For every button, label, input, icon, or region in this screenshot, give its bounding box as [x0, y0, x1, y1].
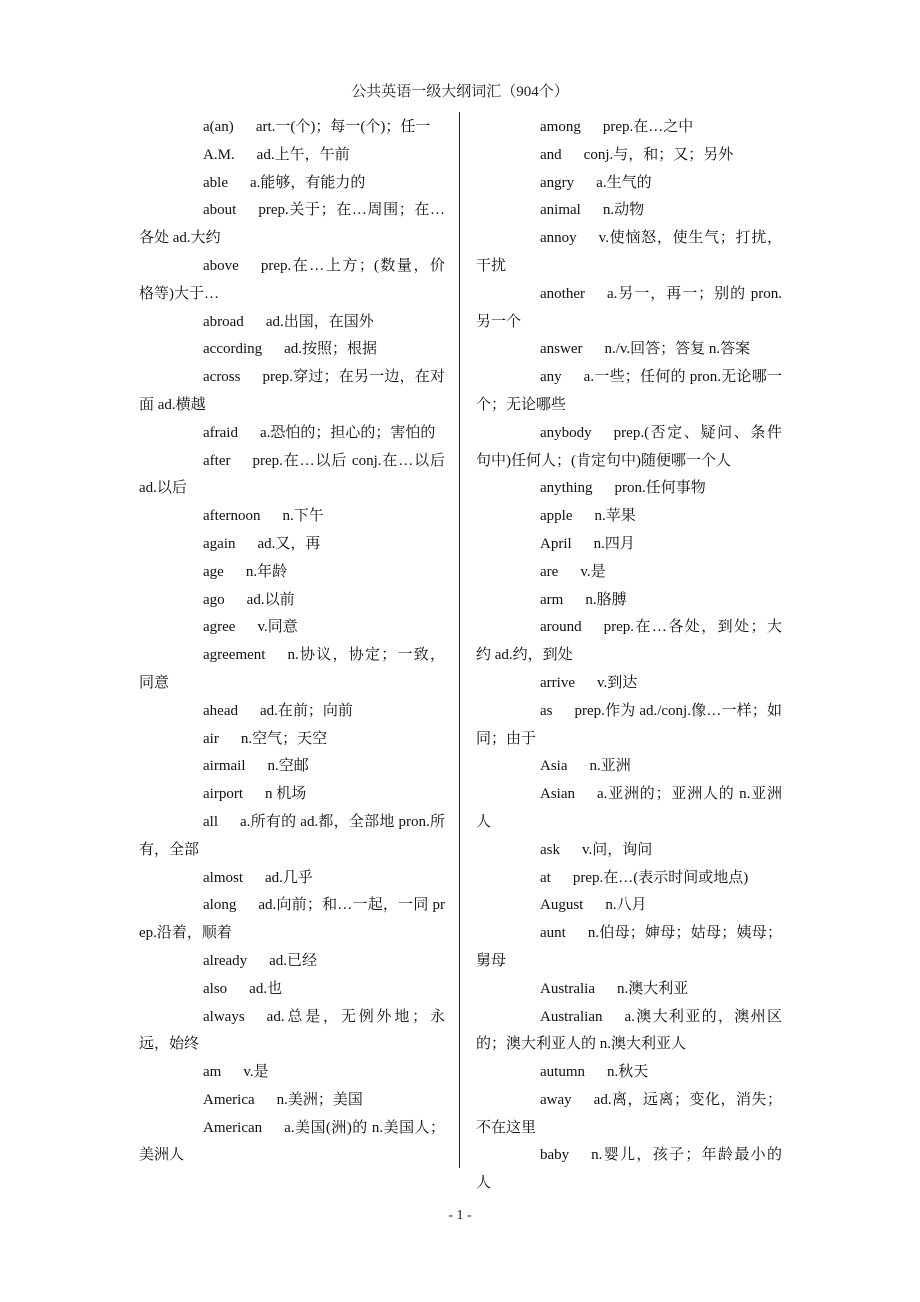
vocab-definition: ad.出国，在国外	[265, 313, 374, 330]
vocab-definition: a.所有的 ad.都，全部地 pron.所有，全部	[139, 813, 445, 858]
vocab-entry	[139, 587, 445, 615]
vocab-word: airport	[203, 786, 243, 803]
vocab-entry	[476, 364, 782, 420]
vocab-definition: ad.离，远离；变化，消失；不在这里	[476, 1091, 782, 1136]
vocab-definition: ad.总是，无例外地；永远，始终	[139, 1008, 445, 1053]
vocab-entry	[139, 309, 445, 337]
vocab-word: baby	[540, 1147, 570, 1164]
vocab-definition: n.澳大利亚	[616, 980, 689, 997]
vocab-definition: v.同意	[257, 619, 298, 636]
vocab-entry	[139, 809, 445, 865]
vocab-entry	[476, 503, 782, 531]
vocab-definition: n.婴儿，孩子；年龄最小的人	[476, 1147, 782, 1192]
vocab-entry	[139, 503, 445, 531]
vocab-definition: prep.在…上方；(数量，价格等)大于…	[139, 257, 445, 302]
vocab-definition: a.亚洲的；亚洲人的 n.亚洲人	[476, 786, 782, 830]
vocab-word: American	[203, 1119, 263, 1136]
vocab-definition: ad.在前；向前	[259, 702, 353, 719]
vocab-entry	[139, 1087, 445, 1115]
vocab-definition: ad.向前；和…一起，一同 prep.沿着，顺着	[139, 897, 445, 942]
vocab-definition: n.胳膊	[585, 591, 627, 608]
vocab-definition: v.到达	[596, 674, 638, 691]
vocab-definition: n.亚洲	[589, 758, 631, 775]
vocab-word: Asia	[540, 758, 568, 775]
vocab-word: afternoon	[203, 508, 261, 525]
vocab-definition: n.年龄	[245, 563, 288, 580]
vocab-entry	[476, 336, 782, 364]
vocab-word: among	[540, 119, 581, 135]
vocab-entry	[139, 170, 445, 198]
vocab-word: ahead	[203, 702, 238, 719]
vocab-entry	[476, 698, 782, 754]
vocab-word: according	[203, 341, 263, 358]
vocab-entry	[139, 753, 445, 781]
vocab-entry	[139, 781, 445, 809]
vocab-word: answer	[540, 341, 583, 358]
vocab-entry	[476, 670, 782, 698]
vocab-word: always	[203, 1008, 245, 1025]
vocab-word: all	[203, 813, 218, 830]
vocab-entry	[476, 170, 782, 198]
vocab-definition: ad.按照；根据	[284, 341, 378, 358]
vocab-word: able	[203, 174, 228, 191]
column-divider	[459, 112, 460, 1168]
vocab-entry	[139, 197, 445, 253]
vocab-definition: conj.与，和；又；另外	[583, 146, 734, 163]
vocab-word: agree	[203, 619, 236, 636]
vocab-entry	[139, 142, 445, 170]
vocab-definition: v.使恼怒，使生气；打扰，干扰	[476, 230, 782, 274]
vocab-definition: ad.已经	[269, 952, 318, 969]
vocab-word: arm	[540, 591, 564, 608]
vocab-entry	[476, 920, 782, 976]
vocab-entry	[476, 892, 782, 920]
vocab-entry	[476, 753, 782, 781]
vocab-word: away	[540, 1091, 572, 1108]
vocab-word: afraid	[203, 424, 238, 441]
vocab-definition: n./v.回答；答复 n.答案	[604, 341, 751, 358]
vocab-word: as	[540, 702, 553, 719]
vocab-definition: n.动物	[602, 202, 645, 219]
vocab-definition: a.一些；任何的 pron.无论哪一个；无论哪些	[476, 369, 782, 413]
vocab-entry	[139, 976, 445, 1004]
vocab-entry	[139, 559, 445, 587]
vocab-word: am	[203, 1064, 222, 1081]
vocab-definition: prep.作为 ad./conj.像…一样；如同；由于	[476, 702, 782, 747]
vocab-entry	[476, 531, 782, 559]
vocab-entry	[476, 281, 782, 337]
vocab-definition: prep.(否定、疑问、条件句中)任何人；(肯定句中)随便哪一个人	[476, 424, 782, 469]
right-column	[476, 114, 782, 1198]
vocab-entry	[139, 1115, 445, 1171]
vocab-word: already	[203, 952, 248, 969]
vocab-word: A.M.	[203, 146, 235, 163]
vocab-word: along	[203, 897, 237, 914]
vocab-word: ago	[203, 591, 225, 608]
vocab-word: around	[540, 619, 582, 636]
vocab-definition: n.协议，协定；一致，同意	[139, 647, 445, 691]
vocab-word: after	[203, 452, 231, 469]
vocab-definition: prep.在…以后 conj.在…以后 ad.以后	[139, 452, 445, 497]
vocab-word: a(an)	[203, 119, 234, 135]
vocab-entry	[476, 475, 782, 503]
vocab-definition: ad.又，再	[257, 535, 321, 552]
vocab-word: almost	[203, 869, 243, 886]
vocab-word: age	[203, 563, 224, 580]
vocab-word: agreement	[203, 647, 266, 664]
vocab-definition: n 机场	[264, 786, 307, 803]
vocab-definition: n.下午	[282, 508, 324, 525]
vocab-entry	[139, 531, 445, 559]
vocab-entry	[139, 1059, 445, 1087]
vocab-entry	[476, 587, 782, 615]
vocab-entry	[139, 865, 445, 893]
vocab-definition: a.生气的	[596, 174, 652, 191]
vocab-definition: v.是	[580, 563, 606, 580]
vocab-entry	[139, 642, 445, 698]
vocab-word: America	[203, 1091, 255, 1108]
vocab-entry	[139, 698, 445, 726]
vocab-word: also	[203, 980, 228, 997]
vocab-definition: prep.在…各处，到处；大约 ad.约，到处	[476, 619, 782, 664]
vocab-entry	[476, 781, 782, 837]
vocab-definition: a.能够，有能力的	[249, 174, 366, 191]
vocab-definition: n.八月	[605, 897, 647, 914]
vocab-word: another	[540, 285, 585, 302]
vocab-entry	[139, 1004, 445, 1060]
vocab-word: Australian	[540, 1008, 603, 1025]
vocab-word: arrive	[540, 674, 575, 691]
vocab-definition: art.一(个)；每一(个)；任一	[255, 119, 431, 135]
vocab-definition: n.秋天	[607, 1064, 649, 1081]
vocab-definition: ad.几乎	[265, 869, 313, 886]
vocab-word: and	[540, 146, 562, 163]
vocab-word: autumn	[540, 1064, 585, 1081]
vocab-definition: n.伯母；婶母；姑母；姨母；舅母	[476, 925, 782, 969]
vocab-word: animal	[540, 202, 581, 219]
vocab-word: across	[203, 369, 241, 386]
vocab-entry	[139, 614, 445, 642]
vocab-definition: prep.在…之中	[602, 119, 694, 135]
vocab-entry	[476, 1004, 782, 1060]
vocab-word: abroad	[203, 313, 244, 330]
vocab-word: air	[203, 730, 219, 747]
vocab-entry	[476, 976, 782, 1004]
vocab-word: anything	[540, 480, 593, 497]
vocab-word: Asian	[540, 786, 575, 803]
vocab-entry	[476, 114, 782, 142]
vocab-word: annoy	[540, 230, 577, 247]
vocab-definition: ad.上午，午前	[256, 146, 350, 163]
vocab-word: ask	[540, 841, 560, 858]
vocab-entry	[476, 614, 782, 670]
vocab-word: are	[540, 563, 559, 580]
vocab-entry	[139, 420, 445, 448]
vocab-entry	[476, 865, 782, 893]
vocab-definition: pron.任何事物	[614, 480, 706, 497]
vocab-definition: v.是	[243, 1064, 269, 1081]
left-column	[139, 114, 445, 1170]
vocab-entry	[476, 1087, 782, 1143]
vocab-word: above	[203, 257, 239, 274]
vocab-entry	[139, 448, 445, 504]
vocab-entry	[139, 253, 445, 309]
vocab-definition: v.问，询问	[582, 841, 653, 858]
vocab-word: again	[203, 535, 236, 552]
vocab-entry	[476, 1142, 782, 1198]
vocab-word: April	[540, 535, 572, 552]
vocab-word: any	[540, 369, 562, 386]
vocab-word: anybody	[540, 424, 592, 441]
vocab-definition: a.恐怕的；担心的；害怕的	[259, 424, 436, 441]
vocab-definition: ad.以前	[246, 591, 295, 608]
vocab-definition: n.空邮	[267, 758, 309, 775]
vocab-entry	[139, 364, 445, 420]
vocab-entry	[476, 559, 782, 587]
vocab-entry	[139, 892, 445, 948]
vocab-word: Australia	[540, 980, 595, 997]
vocab-word: at	[540, 869, 551, 886]
vocab-definition: prep.关于；在…周围；在…各处 ad.大约	[139, 202, 445, 247]
page-title: 公共英语一级大纲词汇（904个）	[351, 84, 569, 100]
page-number: - 1 -	[448, 1208, 472, 1223]
vocab-entry	[476, 197, 782, 225]
vocab-definition: n.苹果	[594, 508, 636, 525]
vocab-word: airmail	[203, 758, 246, 775]
vocab-entry	[476, 225, 782, 281]
vocab-entry	[139, 948, 445, 976]
vocab-entry	[476, 142, 782, 170]
vocab-definition: n.四月	[593, 535, 635, 552]
vocab-entry	[476, 420, 782, 476]
vocab-definition: n.美洲；美国	[276, 1091, 363, 1108]
vocab-entry	[139, 336, 445, 364]
vocab-entry	[139, 114, 445, 142]
vocab-word: aunt	[540, 925, 566, 942]
vocab-word: about	[203, 202, 237, 219]
vocab-definition: a.澳大利亚的，澳州区的；澳大利亚人的 n.澳大利亚人	[476, 1008, 782, 1053]
vocab-definition: prep.在…(表示时间或地点)	[572, 869, 749, 886]
vocab-word: apple	[540, 508, 573, 525]
vocab-definition: a.美国(洲)的 n.美国人；美洲人	[139, 1119, 445, 1164]
vocab-definition: ad.也	[249, 980, 283, 997]
vocab-definition: a.另一，再一；别的 pron.另一个	[476, 285, 782, 330]
vocab-entry	[139, 726, 445, 754]
vocab-definition: n.空气；天空	[240, 730, 328, 747]
vocab-word: angry	[540, 174, 575, 191]
vocab-entry	[476, 837, 782, 865]
vocab-definition: prep.穿过；在另一边，在对面 ad.横越	[139, 369, 445, 413]
vocab-entry	[476, 1059, 782, 1087]
vocab-word: August	[540, 897, 584, 914]
